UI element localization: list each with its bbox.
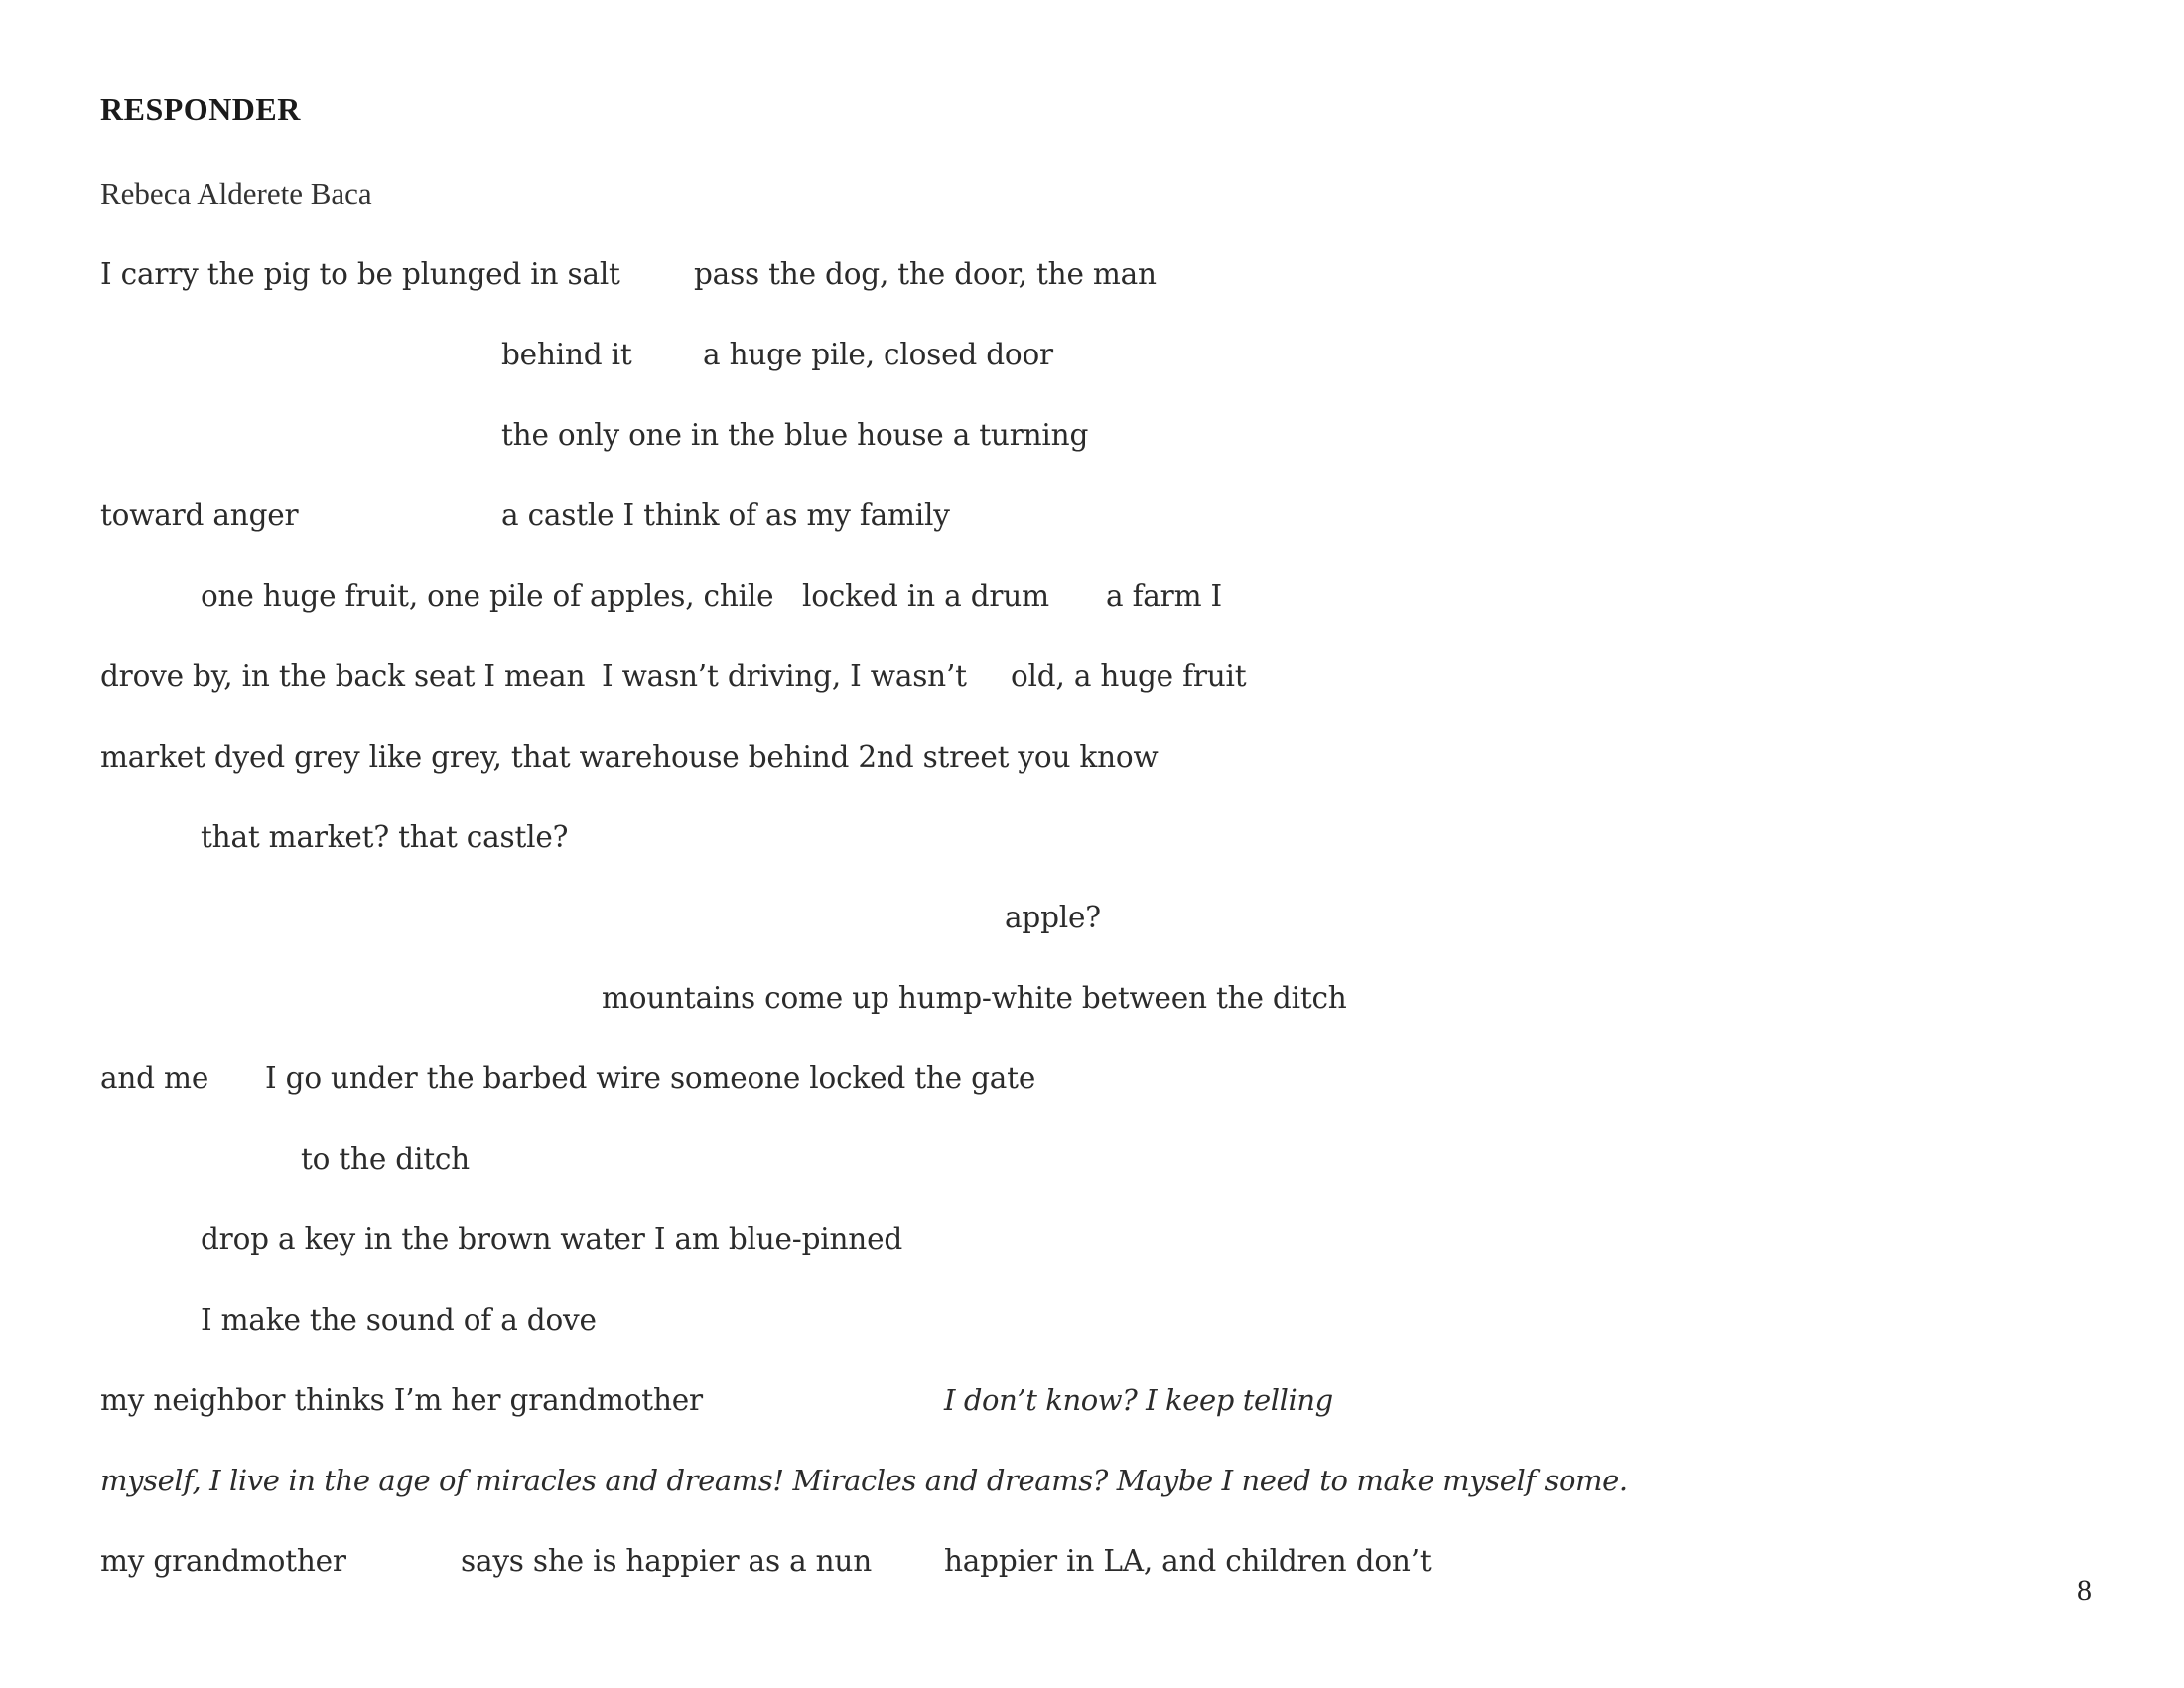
poem-fragment: I wasn’t driving, I wasn’t <box>602 659 967 693</box>
poem-fragment: drove by, in the back seat I mean <box>100 659 586 693</box>
poem-fragment: one huge fruit, one pile of apples, chile <box>201 579 774 613</box>
poem-fragment: I carry the pig to be plunged in salt <box>100 257 620 291</box>
poem-fragment: pass the dog, the door, the man <box>694 257 1157 291</box>
poem-fragment: old, a huge fruit <box>1011 659 1247 693</box>
poem-fragment: I go under the barbed wire someone locked the gate <box>265 1061 1036 1095</box>
poem-fragment: that market? that castle? <box>201 820 569 854</box>
poem-fragment: drop a key in the brown water I am blue-pinned <box>201 1222 903 1256</box>
poem-fragment: happier in LA, and children don’t <box>944 1544 1432 1578</box>
poem-fragment: and me <box>100 1061 209 1095</box>
poem-fragment: locked in a drum <box>802 579 1049 613</box>
poem-fragment: a castle I think of as my family <box>501 498 950 532</box>
poem-fragment: the only one in the blue house a turning <box>501 418 1089 452</box>
poem-fragment: a huge pile, closed door <box>703 338 1053 371</box>
poem-fragment: my grandmother <box>100 1544 346 1578</box>
page-number: 8 <box>2077 1574 2092 1607</box>
poem-fragment: behind it <box>501 338 632 371</box>
poem-fragment: my neighbor thinks I’m her grandmother <box>100 1383 703 1417</box>
poem-fragment-italic: myself, I live in the age of miracles and dreams! Miracles and dreams? Maybe I need to make myself some. <box>100 1464 1628 1497</box>
poem-fragment: says she is happier as a nun <box>461 1544 873 1578</box>
poem-fragment-italic: I don’t know? I keep telling <box>944 1383 1333 1417</box>
poem-fragment: apple? <box>1005 901 1101 934</box>
poem-author: Rebeca Alderete Baca <box>100 176 372 211</box>
poem-fragment: to the ditch <box>301 1142 470 1176</box>
poem-fragment: I make the sound of a dove <box>201 1303 597 1336</box>
poem-fragment: market dyed grey like grey, that warehouse behind 2nd street you know <box>100 740 1159 774</box>
poem-fragment: mountains come up hump-white between the ditch <box>602 981 1347 1015</box>
poem-fragment: a farm I <box>1106 579 1222 613</box>
poem-title: RESPONDER <box>100 91 301 127</box>
poem-fragment: toward anger <box>100 498 299 532</box>
